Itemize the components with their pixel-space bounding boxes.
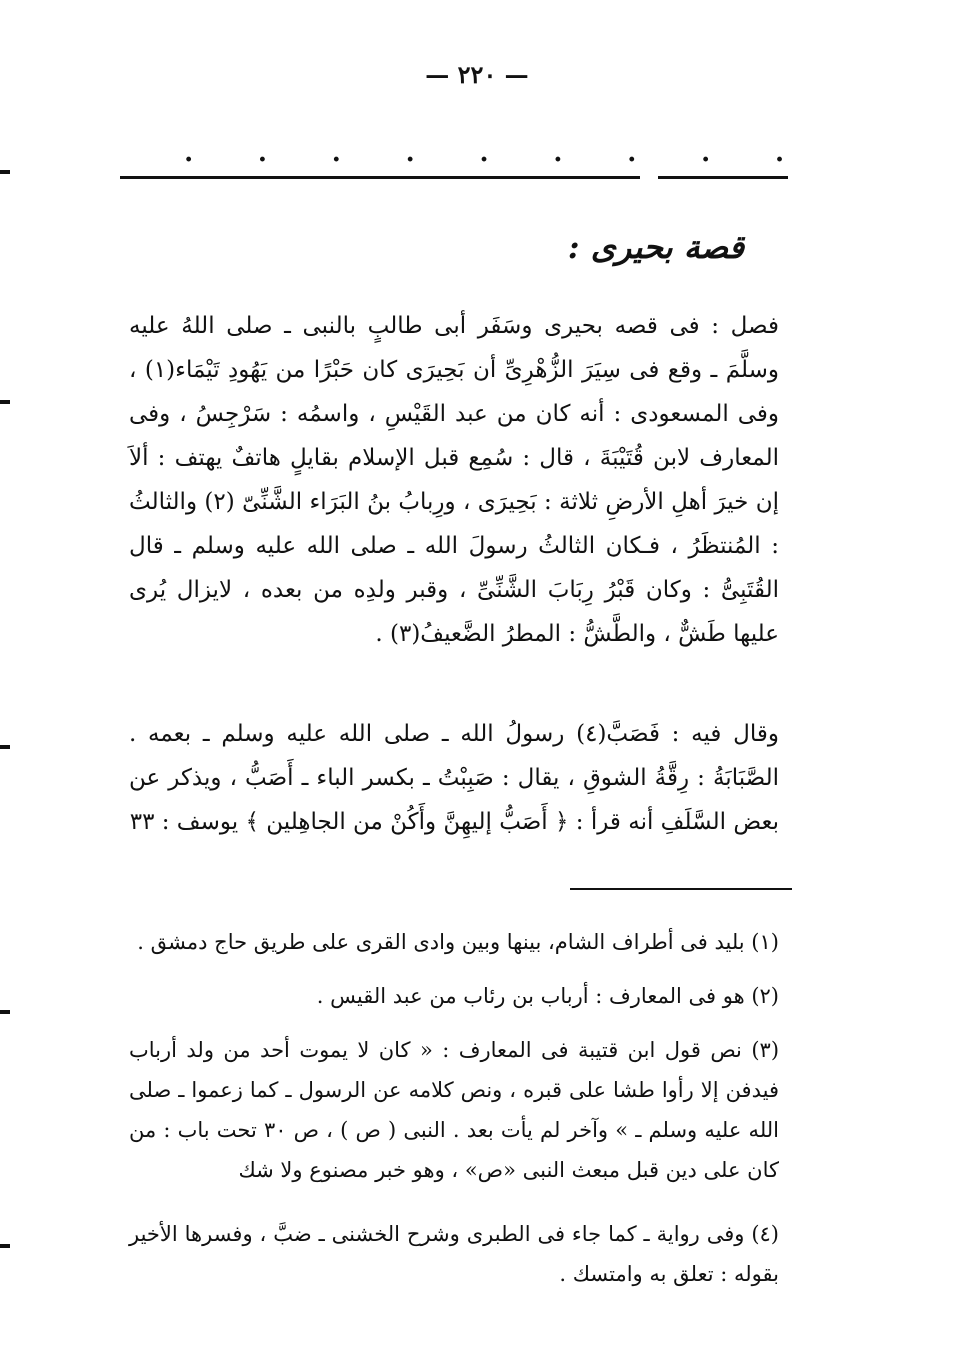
paragraph-1: فصل : فى قصه بحيرى وسَفَر أبى طالبٍ بالنبى ـ صلى اللهُ عليه وسلَّمَ ـ وقع فى سِيَرَ الزُّهْرِىِّ أن بَحِيرَى كان حَبْرًا من يَهُودِ تَيْمَاء(١) ، وفى المسعودى : أنه كان من عبد القَيْسِ ، واسمُه : سَرْجِسُ ، وفى المعارف لابن قُتَيْبَةَ ، قال : سُمِع قبل الإسلام بقايلٍ هاتفٌ يهتف : ألاَ إن خيرَ أهلِ الأرضِ ثلاثة : بَحِيرَى ، ورِبابُ بنُ البَرَاء الشَّنِّىّ (٢) والثالثُ : المُنتظَرُ ، فـكان الثالثُ رسولَ الله ـ صلى الله عليه وسلم ـ قال القُتَبِىُّ : وكان قَبْرُ رِبَابَ الشَّنِّىِّ ، وقبر ولدِه من بعده ، لايزال يُرى عليها طَشٌّ ، والطَّشُّ : المطرُ الضَّعيفُ(٣) . [129,313,779,647]
header-rule [120,176,788,179]
separator-dots [184,138,784,168]
separator-dot: . [701,138,711,168]
separator-dot: . [184,138,194,168]
section-heading: قصة بحيرى : [567,228,744,266]
margin-mark [0,1010,10,1014]
footnote-2: (٢) هو فى المعارف : أرباب بن رئاب من عبد القيس . [316,984,779,1008]
footnote-3: (٣) نص قول ابن قتيبة فى المعارف : « كان لا يموت أحد من ولد أرباب فيدفن إلا رأوا طشا على قبره ، ونص كلامه عن الرسول ـ كما زعموا ـ صلى الله عليه وسلم ـ » وآخر لم يأت بعد . النبى ( ص ) ، ص ٣٠ تحت باب : من كان على دين قبل مبعث النبى «ص» ، وهو خبر مصنوع ولا شك [129,1038,780,1182]
footnote-4: (٤) وفى رواية ـ كما جاء فى الطبرى وشرح الخشنى ـ ضبَّ ، وفسرها الأخير بقوله : تعلق به وامتسك . [129,1222,779,1286]
page-number: — ٢٢٠ — [425,60,529,89]
header-rule-gap [640,172,658,182]
separator-dot: . [774,138,784,168]
margin-mark [0,170,10,174]
separator-dot: . [627,138,637,168]
paragraph-2: وقال فيه : فَصَبَّ(٤) رسولُ الله ـ صلى الله عليه وسلم ـ بعمه . الصَّبَابَةُ : رِقَّةُ الشوقِ ، يقال : صَبِبْتُ ـ بكسر الباء ـ أَصَبُّ ، ويذكر عن بعض السَّلَفِ أنه قرأ : ﴿ أَصَبُّ إليهِنَّ وأَكُنْ من الجاهِلين ﴾ يوسف : ٣٣ [129,721,779,835]
separator-dot: . [331,138,341,168]
footnote-1: (١) بليد فى أطراف الشام، بينها وبين وادى القرى على طريق حاج دمشق . [137,930,779,954]
separator-dot: . [405,138,415,168]
separator-dot: . [553,138,563,168]
margin-mark [0,400,10,404]
margin-mark [0,1244,10,1248]
separator-dot: . [257,138,267,168]
footnote-rule [570,888,792,890]
separator-dot: . [479,138,489,168]
margin-mark [0,745,10,749]
